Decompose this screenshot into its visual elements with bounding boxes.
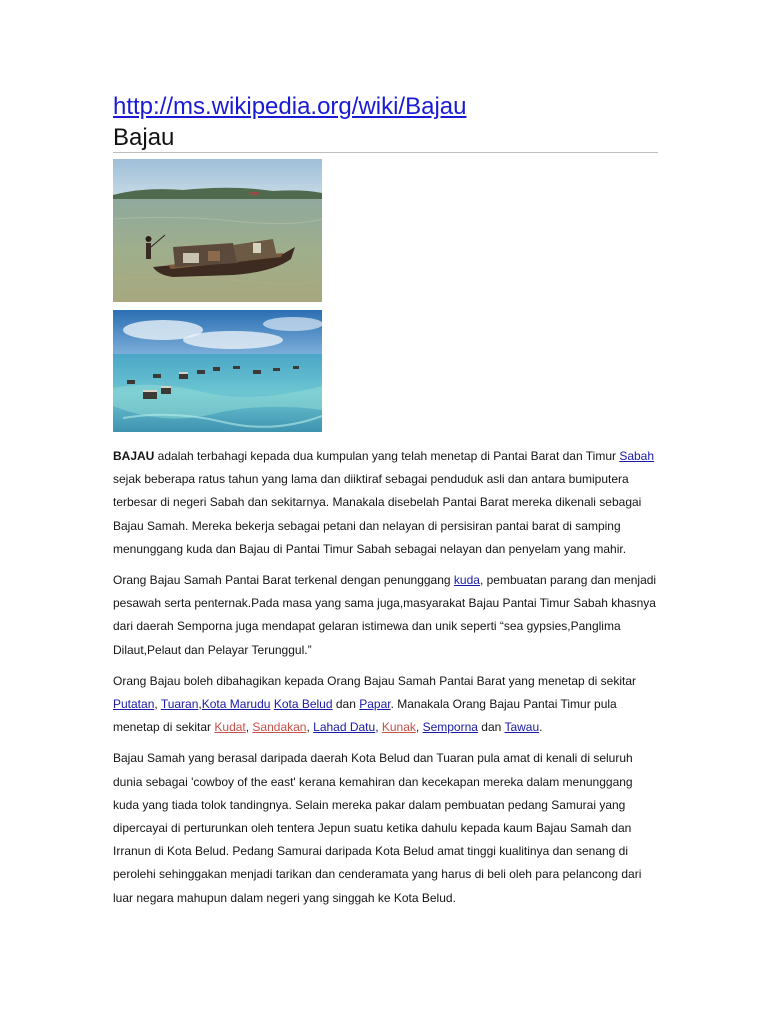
separator-text: , [306,720,314,735]
paragraph-intro [113,445,658,561]
bajau-bold-term: BAJAU [113,449,155,463]
paragraph-divisions [113,670,658,740]
title-divider [113,152,658,153]
separator-text: , [245,720,253,735]
separator-text: , [375,720,382,735]
separator-text: , [154,697,161,712]
document [113,92,658,910]
separator-text: , [198,697,202,712]
paragraph-text: adalah terbahagi kepada dua kumpulan yang telah menetap di Pantai Barat dan Timur [154,449,620,463]
link-kota-marudu[interactable]: Kota Marudu [201,697,271,712]
paragraph-text: dan [477,720,505,735]
link-kuda[interactable]: kuda [453,573,480,588]
link-sandakan[interactable]: Sandakan [252,720,307,735]
paragraph-text: . [539,720,543,735]
paragraph-text: sejak beberapa ratus tahun yang lama dan diiktiraf sebagai penduduk asli dan antara bumiputera terbesar di negeri Sabah dan sekitarnya. Manakala disebelah Pantai Barat mereka dikenali sebagai Bajau Samah. Mereka bekerja sebagai petani dan nelayan di persisiran pantai barat di samping menunggang kuda dan Bajau di Pantai Timur Sabah sebagai nelayan dan penyelam yang mahir. [113,472,642,556]
link-lahad-datu[interactable]: Lahad Datu [313,720,376,735]
link-kudat[interactable]: Kudat [214,720,246,735]
paragraph-text: , pembuatan parang dan menjadi pesawah serta penternak.Pada masa yang sama juga,masyarakat Bajau Pantai Timur Sabah khasnya dari daerah Semporna juga mendapat gelaran istimewa dan unik seperti “sea gypsies,Panglima Dilaut,Pelaut dan Pelayar Terunggul.” [113,573,657,657]
link-sabah[interactable]: Sabah [619,449,655,463]
separator-text: , [415,720,423,735]
link-semporna[interactable]: Semporna [422,720,478,735]
stilt-houses-sea-photo [113,310,322,432]
page-title: Bajau [113,124,175,151]
source-url-link[interactable]: http://ms.wikipedia.org/wiki/Bajau [113,93,467,120]
paragraph-samah [113,569,658,662]
paragraph-text: . Manakala Orang Bajau Pantai Timur pula menetap di sekitar [113,697,617,735]
paragraph-cowboy: Bajau Samah yang berasal daripada daerah Kota Belud dan Tuaran pula amat di kenali di seluruh dunia sebagai 'cowboy of the east' kerana kemahiran dan kecekapan mereka dalam menunggang kuda yang tiada tolok tandingnya. Selain mereka pakar dalam pembuatan pedang Samurai yang dipercayai di perturunkan oleh tentera Jepun suatu ketika dahulu kepada kaum Bajau Samah dan Irranun di Kota Belud. Pedang Samurai daripada Kota Belud amat tinggi kualitinya dan senang di perolehi sehinggakan menjadi tarikan dan cenderamata yang harus di beli oleh para pelancong dari luar negara mahupun dalam negeri yang singgah ke Kota Belud. [113,751,642,905]
paragraph-text: Orang Bajau boleh dibahagikan kepada Orang Bajau Samah Pantai Barat yang menetap di sekitar [113,673,637,688]
bajau-boat-photo [113,159,322,302]
link-tuaran[interactable]: Tuaran [160,697,199,712]
link-putatan[interactable]: Putatan [113,697,155,712]
paragraph-text: Orang Bajau Samah Pantai Barat terkenal dengan penunggang [113,573,454,588]
paragraph-text: dan [332,697,360,712]
link-kunak[interactable]: Kunak [381,720,416,735]
link-kota-belud[interactable]: Kota Belud [273,697,333,712]
link-tawau[interactable]: Tawau [504,720,540,735]
link-papar[interactable]: Papar [359,697,391,712]
